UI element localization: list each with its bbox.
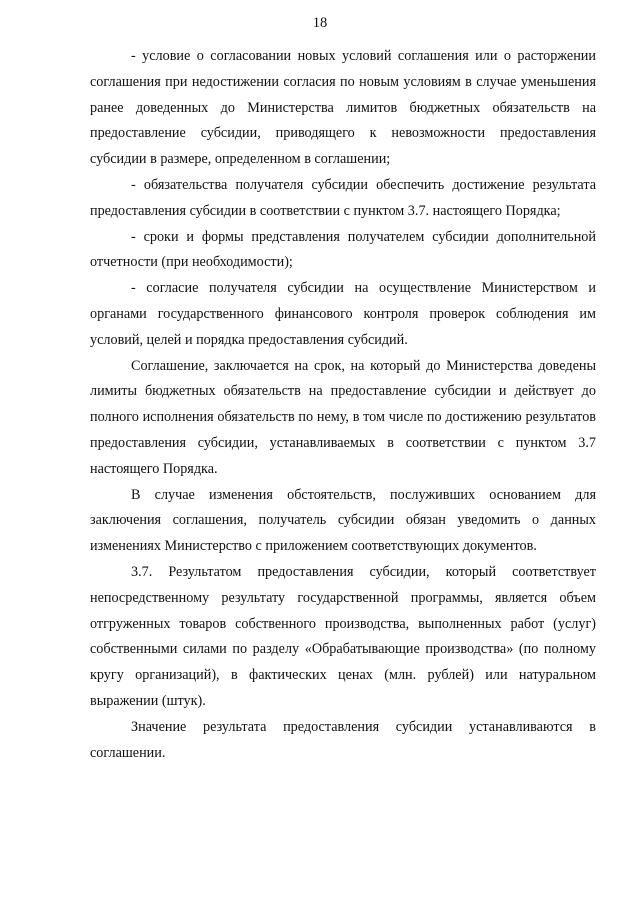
paragraph-recipient-obligations: - обязательства получателя субсидии обеспечить достижение результата предоставления субсидии в соответствии с пунктом 3.7. настоящего Порядка;: [90, 176, 596, 219]
paragraph-result-value: Значение результата предоставления субсидии устанавливаются в соглашении.: [90, 718, 596, 761]
paragraph-inspection-consent: - согласие получателя субсидии на осуществление Министерством и органами государственного финансового контроля проверок соблюдения им условий, целей и порядка предоставления субсидий.: [90, 280, 596, 348]
paragraph-agreement-term: Соглашение, заключается на срок, на который до Министерства доведены лимиты бюджетных обязательств на предоставление субсидии и действует до полного исполнения обязательств по нему, в том числе по достижению результатов предоставления субсидии, устанавливаемых в соответствии с пунктом 3.7 настоящего Порядка.: [90, 357, 596, 477]
paragraph-circumstances-change: В случае изменения обстоятельств, послуживших основанием для заключения соглашения, получатель субсидии обязан уведомить о данных изменениях Министерство с приложением соответствующих документов.: [90, 486, 596, 555]
document-body: [90, 44, 596, 766]
paragraph-reporting-terms: - сроки и формы представления получателем субсидии дополнительной отчетности (при необходимости);: [90, 228, 596, 271]
paragraph-agreement-termination-condition: - условие о согласовании новых условий соглашения или о расторжении соглашения при недостижении согласия по новым условиям в случае уменьшения ранее доведенных до Министерства лимитов бюджетных обязательств на предоставление субсидии, приводящего к невозможности предоставления субсидии в размере, определенном в соглашении;: [90, 48, 596, 168]
paragraph-subsidy-result: 3.7. Результатом предоставления субсидии, который соответствует непосредственному результату государственной программы, является объем отгруженных товаров собственного производства, выполненных работ (услуг) собственными силами по разделу «Обрабатывающие производства» (по полному кругу организаций), в фактических ценах (млн. рублей) или натуральном выражении (штук).: [90, 563, 596, 709]
page-number: 18: [312, 15, 328, 31]
